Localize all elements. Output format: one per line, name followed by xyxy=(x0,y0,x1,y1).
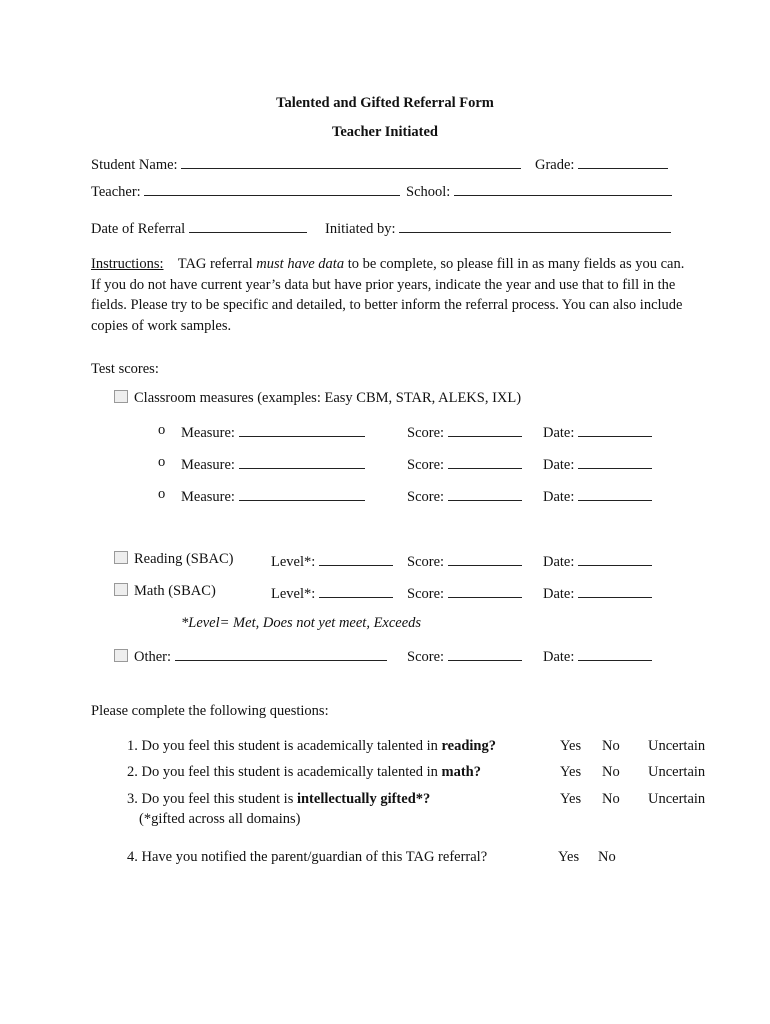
score-field[interactable] xyxy=(448,646,522,661)
measure-label: Measure: xyxy=(181,425,235,441)
date-field[interactable] xyxy=(578,454,652,469)
test-scores-heading: Test scores: xyxy=(91,361,159,377)
date-label: Date: xyxy=(543,586,575,602)
form-title: Talented and Gifted Referral Form xyxy=(276,95,494,111)
school-field[interactable] xyxy=(454,181,672,196)
date-label: Date: xyxy=(543,554,575,570)
date-field[interactable] xyxy=(578,486,652,501)
classroom-measures-checkbox[interactable] xyxy=(114,390,128,403)
school-label: School: xyxy=(406,184,451,200)
instructions-label: Instructions: xyxy=(91,256,164,272)
score-label: Score: xyxy=(407,489,445,505)
initiated-by-field[interactable] xyxy=(399,218,671,233)
student-name-label: Student Name: xyxy=(91,157,178,173)
question-2-text: 2. Do you feel this student is academically talented in xyxy=(127,764,442,780)
math-checkbox[interactable] xyxy=(114,583,128,596)
date-field[interactable] xyxy=(578,646,652,661)
score-field[interactable] xyxy=(448,454,522,469)
math-label: Math (SBAC) xyxy=(134,583,216,599)
instructions-paragraph xyxy=(91,254,691,336)
other-field[interactable] xyxy=(175,646,387,661)
measure-label: Measure: xyxy=(181,489,235,505)
question-4-text: 4. Have you notified the parent/guardian of this TAG referral? xyxy=(127,849,488,865)
score-field[interactable] xyxy=(448,422,522,437)
score-label: Score: xyxy=(407,554,445,570)
grade-label: Grade: xyxy=(535,157,575,173)
uncertain-option[interactable]: Uncertain xyxy=(648,791,706,807)
score-field[interactable] xyxy=(448,486,522,501)
no-option[interactable]: No xyxy=(602,791,620,807)
question-1-text: 1. Do you feel this student is academically talented in xyxy=(127,738,442,754)
date-label: Date: xyxy=(543,457,575,473)
student-name-field[interactable] xyxy=(181,154,521,169)
question-2-emphasis: math? xyxy=(441,764,481,780)
teacher-row xyxy=(91,181,400,201)
level-note: *Level= Met, Does not yet meet, Exceeds xyxy=(181,615,422,631)
grade-field[interactable] xyxy=(578,154,668,169)
student-name-row xyxy=(91,154,521,174)
measure-field[interactable] xyxy=(239,422,365,437)
measure-bullet: o xyxy=(158,486,166,502)
form-subtitle: Teacher Initiated xyxy=(332,124,438,140)
measure-field[interactable] xyxy=(239,454,365,469)
date-label: Date: xyxy=(543,425,575,441)
measure-field[interactable] xyxy=(239,486,365,501)
no-option[interactable]: No xyxy=(598,849,616,865)
date-field[interactable] xyxy=(578,583,652,598)
other-checkbox[interactable] xyxy=(114,649,128,662)
score-label: Score: xyxy=(407,649,445,665)
yes-option[interactable]: Yes xyxy=(560,791,582,807)
teacher-label: Teacher: xyxy=(91,184,141,200)
reading-checkbox[interactable] xyxy=(114,551,128,564)
score-field[interactable] xyxy=(448,583,522,598)
date-of-referral-row xyxy=(91,218,307,238)
score-label: Score: xyxy=(407,457,445,473)
level-label: Level*: xyxy=(271,554,316,570)
initiated-by-row xyxy=(325,218,671,238)
level-field[interactable] xyxy=(319,551,393,566)
score-label: Score: xyxy=(407,586,445,602)
date-of-referral-label: Date of Referral xyxy=(91,221,186,237)
yes-option[interactable]: Yes xyxy=(558,849,580,865)
date-field[interactable] xyxy=(578,551,652,566)
question-3-note: (*gifted across all domains) xyxy=(139,811,301,827)
other-label: Other: xyxy=(134,649,172,665)
classroom-measures-label: Classroom measures (examples: Easy CBM, STAR, ALEKS, IXL) xyxy=(134,390,522,406)
no-option[interactable]: No xyxy=(602,764,620,780)
level-label: Level*: xyxy=(271,586,316,602)
date-field[interactable] xyxy=(578,422,652,437)
level-field[interactable] xyxy=(319,583,393,598)
questions-heading: Please complete the following questions: xyxy=(91,703,329,719)
uncertain-option[interactable]: Uncertain xyxy=(648,764,706,780)
yes-option[interactable]: Yes xyxy=(560,738,582,754)
initiated-by-label: Initiated by: xyxy=(325,221,396,237)
instructions-text-2: to be complete, so please fill in as many fields as you can. If you do not have current year’s data but have prior years, indicate the year and use that to fill in the fields. Please try to be specific and detailed, to better inform the referral process. You can also include copies of work samples. xyxy=(91,256,685,334)
reading-label: Reading (SBAC) xyxy=(134,551,234,567)
question-3-emphasis: intellectually gifted*? xyxy=(296,791,431,807)
teacher-field[interactable] xyxy=(144,181,400,196)
school-row xyxy=(406,181,672,201)
measure-bullet: o xyxy=(158,422,166,438)
date-label: Date: xyxy=(543,489,575,505)
yes-option[interactable]: Yes xyxy=(560,764,582,780)
score-field[interactable] xyxy=(448,551,522,566)
instructions-text-1: TAG referral xyxy=(177,256,257,272)
classroom-measures-row xyxy=(114,390,521,407)
measure-label: Measure: xyxy=(181,457,235,473)
no-option[interactable]: No xyxy=(602,738,620,754)
date-of-referral-field[interactable] xyxy=(189,218,307,233)
question-1-emphasis: reading? xyxy=(441,738,497,754)
grade-row xyxy=(535,154,668,174)
instructions-emphasis: must have data xyxy=(256,256,345,272)
score-label: Score: xyxy=(407,425,445,441)
measure-bullet: o xyxy=(158,454,166,470)
uncertain-option[interactable]: Uncertain xyxy=(648,738,706,754)
question-3-text: 3. Do you feel this student is xyxy=(127,791,297,807)
date-label: Date: xyxy=(543,649,575,665)
